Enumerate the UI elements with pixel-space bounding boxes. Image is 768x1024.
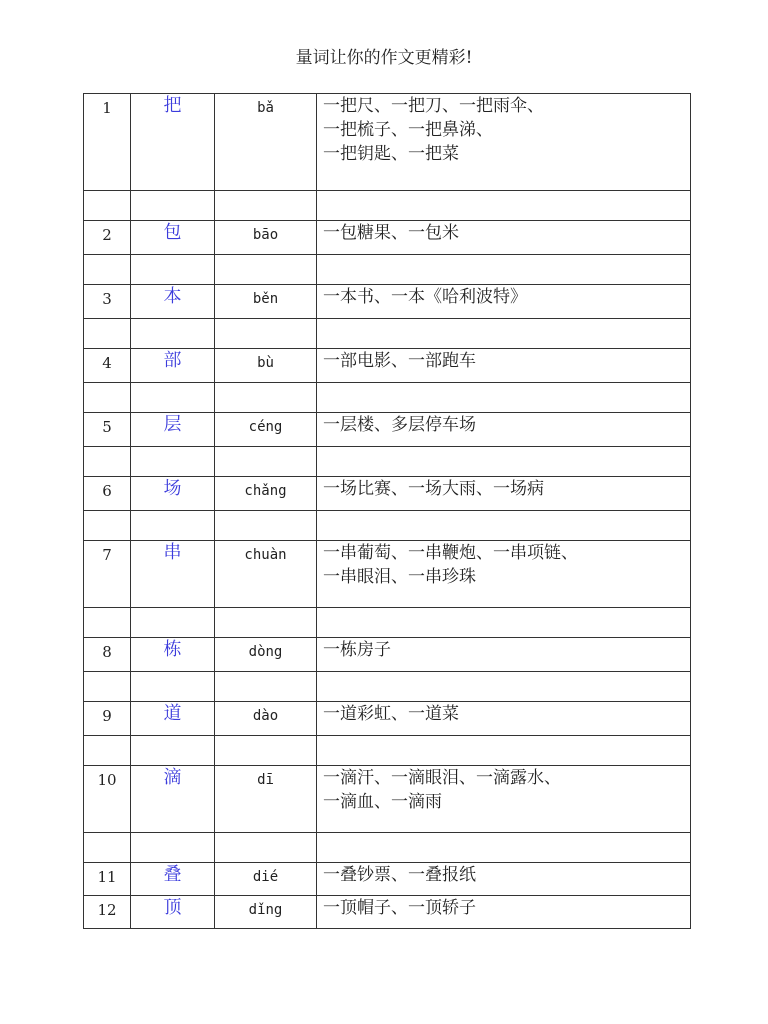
measure-word-char: 部 bbox=[131, 349, 215, 383]
example-line: 一本书、一本《哈利波特》 bbox=[323, 287, 527, 307]
example-line: 一把钥匙、一把菜 bbox=[323, 144, 459, 164]
pinyin: dǐng bbox=[215, 896, 317, 929]
spacer-row bbox=[84, 319, 691, 349]
examples bbox=[317, 896, 691, 929]
example-line: 一滴汗、一滴眼泪、一滴露水、 bbox=[323, 768, 561, 788]
entry-number: 4 bbox=[84, 349, 131, 383]
table-row bbox=[84, 477, 691, 511]
table-row bbox=[84, 285, 691, 319]
measure-word-char: 滴 bbox=[131, 766, 215, 833]
examples bbox=[317, 702, 691, 736]
table-row bbox=[84, 541, 691, 608]
pinyin: běn bbox=[215, 285, 317, 319]
table-row bbox=[84, 221, 691, 255]
measure-word-char: 场 bbox=[131, 477, 215, 511]
spacer-row bbox=[84, 608, 691, 638]
example-line: 一滴血、一滴雨 bbox=[323, 792, 442, 812]
entry-number: 6 bbox=[84, 477, 131, 511]
table-row bbox=[84, 766, 691, 833]
examples bbox=[317, 541, 691, 608]
pinyin: dī bbox=[215, 766, 317, 833]
table-row bbox=[84, 638, 691, 672]
example-line: 一把梳子、一把鼻涕、 bbox=[323, 120, 493, 140]
measure-word-char: 顶 bbox=[131, 896, 215, 929]
example-line: 一顶帽子、一顶轿子 bbox=[323, 898, 476, 918]
measure-word-char: 把 bbox=[131, 94, 215, 191]
measure-word-char: 本 bbox=[131, 285, 215, 319]
entry-number: 8 bbox=[84, 638, 131, 672]
spacer-row bbox=[84, 255, 691, 285]
spacer-row bbox=[84, 383, 691, 413]
examples bbox=[317, 863, 691, 896]
example-line: 一栋房子 bbox=[323, 640, 391, 660]
entry-number: 7 bbox=[84, 541, 131, 608]
measure-word-char: 包 bbox=[131, 221, 215, 255]
example-line: 一包糖果、一包米 bbox=[323, 223, 459, 243]
example-line: 一串眼泪、一串珍珠 bbox=[323, 567, 476, 587]
examples bbox=[317, 349, 691, 383]
table-row bbox=[84, 94, 691, 191]
examples bbox=[317, 413, 691, 447]
measure-word-char: 叠 bbox=[131, 863, 215, 896]
pinyin: dié bbox=[215, 863, 317, 896]
entry-number: 5 bbox=[84, 413, 131, 447]
table-row bbox=[84, 413, 691, 447]
spacer-row bbox=[84, 511, 691, 541]
examples bbox=[317, 94, 691, 191]
entry-number: 3 bbox=[84, 285, 131, 319]
measure-word-char: 层 bbox=[131, 413, 215, 447]
pinyin: dòng bbox=[215, 638, 317, 672]
spacer-row bbox=[84, 447, 691, 477]
entry-number: 12 bbox=[84, 896, 131, 929]
example-line: 一场比赛、一场大雨、一场病 bbox=[323, 479, 544, 499]
table-row bbox=[84, 863, 691, 896]
measure-word-char: 栋 bbox=[131, 638, 215, 672]
example-line: 一叠钞票、一叠报纸 bbox=[323, 865, 476, 885]
spacer-row bbox=[84, 833, 691, 863]
pinyin: bǎ bbox=[215, 94, 317, 191]
table-row bbox=[84, 349, 691, 383]
entry-number: 2 bbox=[84, 221, 131, 255]
pinyin: dào bbox=[215, 702, 317, 736]
pinyin: chuàn bbox=[215, 541, 317, 608]
examples bbox=[317, 477, 691, 511]
pinyin: chǎng bbox=[215, 477, 317, 511]
entry-number: 1 bbox=[84, 94, 131, 191]
measure-word-char: 道 bbox=[131, 702, 215, 736]
page-title: 量词让你的作文更精彩! bbox=[295, 48, 473, 68]
pinyin: bù bbox=[215, 349, 317, 383]
entry-number: 10 bbox=[84, 766, 131, 833]
spacer-row bbox=[84, 672, 691, 702]
measure-word-table bbox=[83, 93, 691, 929]
entry-number: 11 bbox=[84, 863, 131, 896]
examples bbox=[317, 638, 691, 672]
table-row bbox=[84, 896, 691, 929]
examples bbox=[317, 221, 691, 255]
example-line: 一串葡萄、一串鞭炮、一串项链、 bbox=[323, 543, 578, 563]
spacer-row bbox=[84, 191, 691, 221]
examples bbox=[317, 766, 691, 833]
spacer-row bbox=[84, 736, 691, 766]
example-line: 一把尺、一把刀、一把雨伞、 bbox=[323, 96, 544, 116]
example-line: 一层楼、多层停车场 bbox=[323, 415, 476, 435]
examples bbox=[317, 285, 691, 319]
pinyin: céng bbox=[215, 413, 317, 447]
pinyin: bāo bbox=[215, 221, 317, 255]
table-row bbox=[84, 702, 691, 736]
example-line: 一部电影、一部跑车 bbox=[323, 351, 476, 371]
entry-number: 9 bbox=[84, 702, 131, 736]
example-line: 一道彩虹、一道菜 bbox=[323, 704, 459, 724]
measure-word-char: 串 bbox=[131, 541, 215, 608]
